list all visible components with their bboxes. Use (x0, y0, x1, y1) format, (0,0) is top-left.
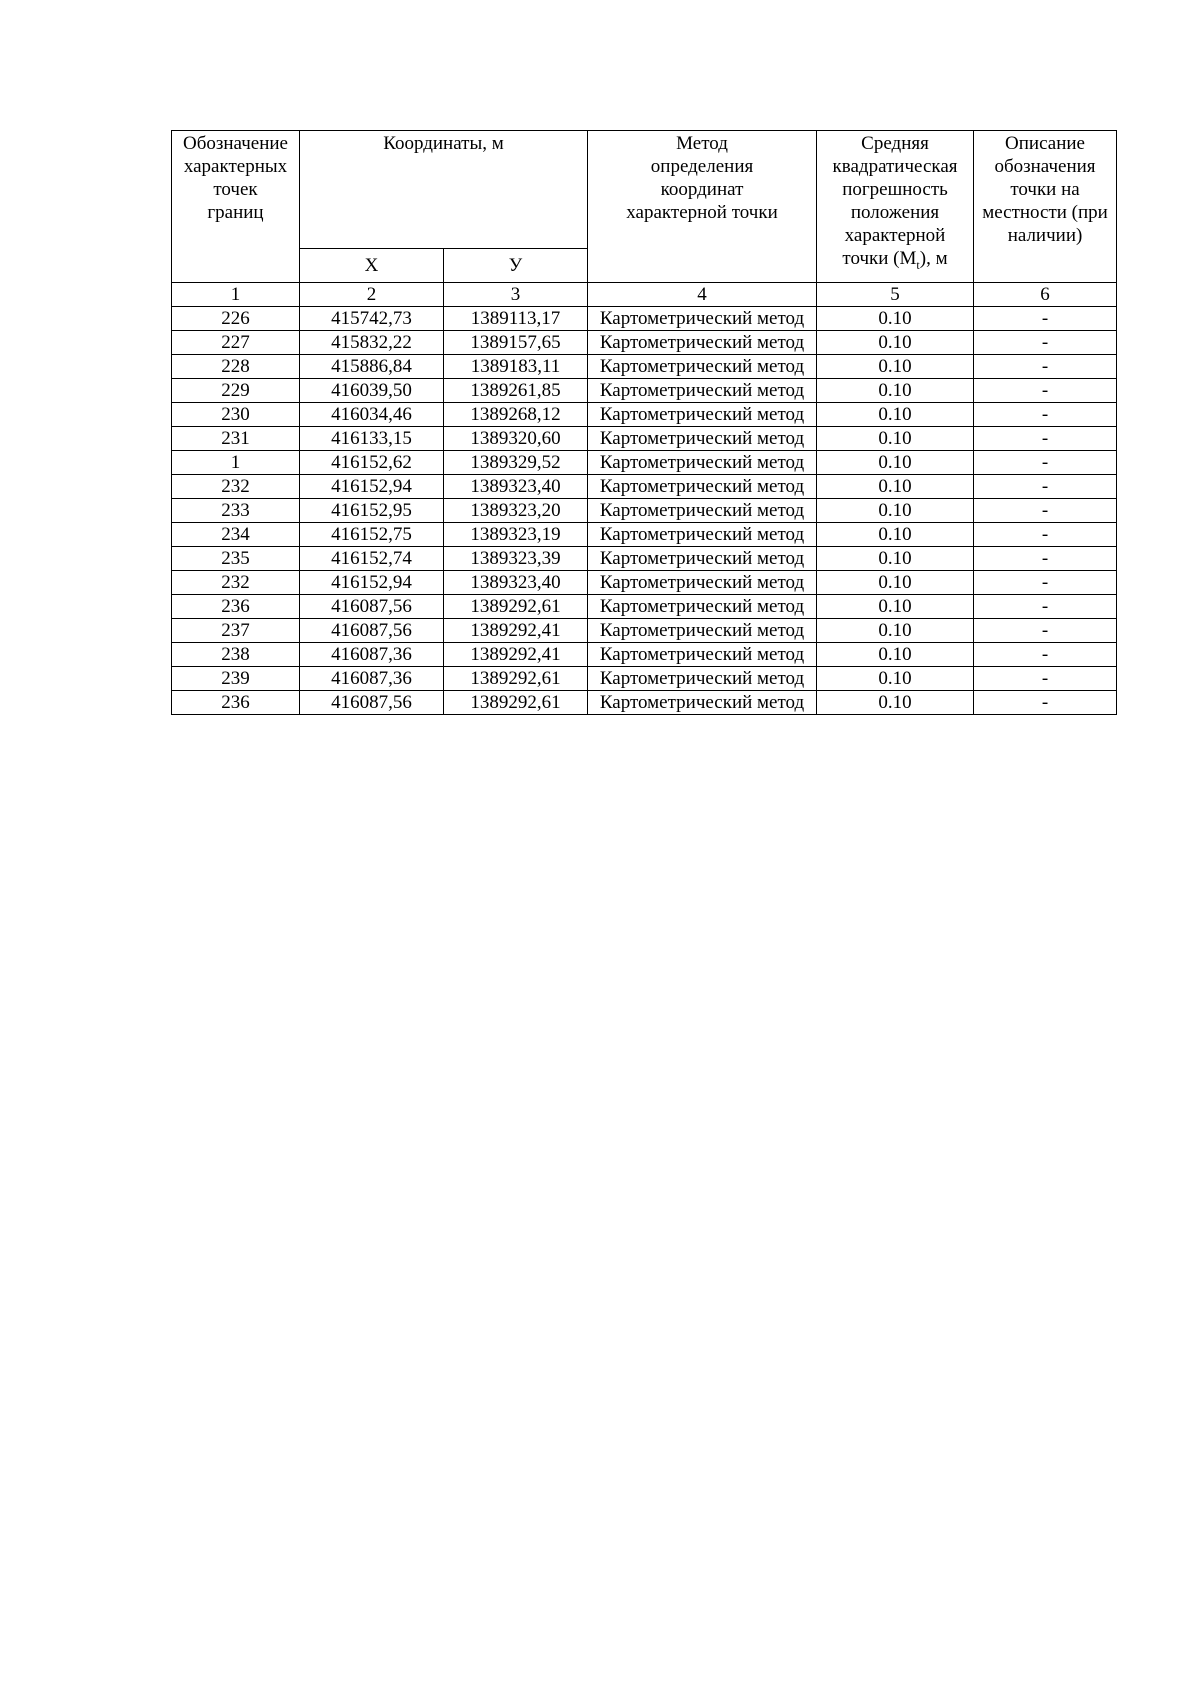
table-row (172, 691, 1117, 715)
table-row (172, 547, 1117, 571)
cell-description: - (974, 691, 1117, 715)
cell-method: Картометрический метод (588, 619, 817, 643)
cell-x: 416152,75 (300, 523, 444, 547)
cell-point: 228 (172, 355, 300, 379)
cell-method: Картометрический метод (588, 595, 817, 619)
cell-y: 1389329,52 (444, 451, 588, 475)
cell-point: 230 (172, 403, 300, 427)
cell-y: 1389292,61 (444, 691, 588, 715)
table-body (172, 283, 1117, 715)
cell-method: Картометрический метод (588, 355, 817, 379)
cell-x: 416152,62 (300, 451, 444, 475)
cell-method: Картометрический метод (588, 451, 817, 475)
table-row (172, 571, 1117, 595)
cell-y: 1389268,12 (444, 403, 588, 427)
cell-point: 237 (172, 619, 300, 643)
cell-x: 415886,84 (300, 355, 444, 379)
cell-method: Картометрический метод (588, 499, 817, 523)
cell-method: Картометрический метод (588, 643, 817, 667)
cell-description: - (974, 547, 1117, 571)
column-number: 3 (444, 283, 588, 307)
cell-x: 416039,50 (300, 379, 444, 403)
cell-description: - (974, 667, 1117, 691)
header-y: У (444, 249, 588, 283)
cell-point: 232 (172, 571, 300, 595)
cell-y: 1389323,20 (444, 499, 588, 523)
cell-point: 1 (172, 451, 300, 475)
cell-accuracy: 0.10 (817, 619, 974, 643)
cell-method: Картометрический метод (588, 571, 817, 595)
column-number: 4 (588, 283, 817, 307)
header-description: Описание обозначения точки на местности (при наличии) (974, 131, 1117, 283)
table-row (172, 379, 1117, 403)
cell-method: Картометрический метод (588, 379, 817, 403)
table-row (172, 355, 1117, 379)
header-x: Х (300, 249, 444, 283)
cell-y: 1389323,19 (444, 523, 588, 547)
cell-x: 416087,36 (300, 667, 444, 691)
cell-accuracy: 0.10 (817, 355, 974, 379)
cell-description: - (974, 451, 1117, 475)
cell-method: Картометрический метод (588, 307, 817, 331)
cell-x: 416087,36 (300, 643, 444, 667)
cell-accuracy: 0.10 (817, 427, 974, 451)
cell-x: 416152,94 (300, 475, 444, 499)
table-row (172, 427, 1117, 451)
table-row (172, 523, 1117, 547)
cell-x: 416034,46 (300, 403, 444, 427)
cell-point: 232 (172, 475, 300, 499)
cell-point: 239 (172, 667, 300, 691)
cell-y: 1389157,65 (444, 331, 588, 355)
cell-method: Картометрический метод (588, 427, 817, 451)
column-numbers-row (172, 283, 1117, 307)
cell-point: 226 (172, 307, 300, 331)
header-accuracy: Средняя квадратическая погрешность положения характерной точки $(M_t)$, м (817, 131, 974, 283)
cell-accuracy: 0.10 (817, 571, 974, 595)
table-row (172, 331, 1117, 355)
cell-x: 416087,56 (300, 691, 444, 715)
table-row (172, 619, 1117, 643)
cell-y: 1389323,40 (444, 475, 588, 499)
cell-description: - (974, 523, 1117, 547)
table-row (172, 451, 1117, 475)
cell-accuracy: 0.10 (817, 451, 974, 475)
cell-description: - (974, 595, 1117, 619)
cell-y: 1389292,61 (444, 595, 588, 619)
cell-y: 1389323,39 (444, 547, 588, 571)
cell-accuracy: 0.10 (817, 331, 974, 355)
cell-method: Картометрический метод (588, 475, 817, 499)
cell-method: Картометрический метод (588, 523, 817, 547)
cell-point: 231 (172, 427, 300, 451)
cell-accuracy: 0.10 (817, 595, 974, 619)
cell-y: 1389320,60 (444, 427, 588, 451)
cell-description: - (974, 379, 1117, 403)
cell-y: 1389292,41 (444, 619, 588, 643)
cell-description: - (974, 331, 1117, 355)
cell-point: 229 (172, 379, 300, 403)
header-coordinates: Координаты, м (300, 131, 588, 249)
cell-method: Картометрический метод (588, 331, 817, 355)
cell-y: 1389261,85 (444, 379, 588, 403)
cell-description: - (974, 619, 1117, 643)
cell-accuracy: 0.10 (817, 691, 974, 715)
cell-method: Картометрический метод (588, 547, 817, 571)
cell-x: 416087,56 (300, 619, 444, 643)
table-row (172, 307, 1117, 331)
cell-point: 227 (172, 331, 300, 355)
cell-point: 233 (172, 499, 300, 523)
cell-x: 416087,56 (300, 595, 444, 619)
table-row (172, 643, 1117, 667)
cell-accuracy: 0.10 (817, 475, 974, 499)
cell-description: - (974, 643, 1117, 667)
cell-point: 236 (172, 595, 300, 619)
table-header (172, 131, 1117, 283)
cell-description: - (974, 355, 1117, 379)
cell-accuracy: 0.10 (817, 499, 974, 523)
cell-x: 416133,15 (300, 427, 444, 451)
cell-point: 236 (172, 691, 300, 715)
cell-description: - (974, 475, 1117, 499)
cell-accuracy: 0.10 (817, 643, 974, 667)
cell-x: 415832,22 (300, 331, 444, 355)
table-row (172, 475, 1117, 499)
table-row (172, 499, 1117, 523)
cell-accuracy: 0.10 (817, 379, 974, 403)
cell-y: 1389183,11 (444, 355, 588, 379)
cell-method: Картометрический метод (588, 403, 817, 427)
cell-accuracy: 0.10 (817, 667, 974, 691)
cell-accuracy: 0.10 (817, 307, 974, 331)
column-number: 2 (300, 283, 444, 307)
cell-description: - (974, 403, 1117, 427)
cell-point: 238 (172, 643, 300, 667)
cell-x: 416152,74 (300, 547, 444, 571)
cell-point: 235 (172, 547, 300, 571)
cell-description: - (974, 571, 1117, 595)
cell-accuracy: 0.10 (817, 523, 974, 547)
cell-y: 1389323,40 (444, 571, 588, 595)
cell-accuracy: 0.10 (817, 547, 974, 571)
cell-description: - (974, 427, 1117, 451)
table-row (172, 403, 1117, 427)
cell-accuracy: 0.10 (817, 403, 974, 427)
cell-point: 234 (172, 523, 300, 547)
header-point-designation: Обозначение характерных точек границ (172, 131, 300, 283)
header-method: Метод определения координат характерной точки (588, 131, 817, 283)
column-number: 5 (817, 283, 974, 307)
table-row (172, 667, 1117, 691)
cell-y: 1389292,61 (444, 667, 588, 691)
column-number: 6 (974, 283, 1117, 307)
table-row (172, 595, 1117, 619)
cell-method: Картометрический метод (588, 691, 817, 715)
coordinates-table (171, 130, 1117, 715)
cell-x: 416152,94 (300, 571, 444, 595)
cell-x: 415742,73 (300, 307, 444, 331)
cell-x: 416152,95 (300, 499, 444, 523)
cell-description: - (974, 499, 1117, 523)
column-number: 1 (172, 283, 300, 307)
cell-description: - (974, 307, 1117, 331)
cell-method: Картометрический метод (588, 667, 817, 691)
cell-y: 1389113,17 (444, 307, 588, 331)
cell-y: 1389292,41 (444, 643, 588, 667)
